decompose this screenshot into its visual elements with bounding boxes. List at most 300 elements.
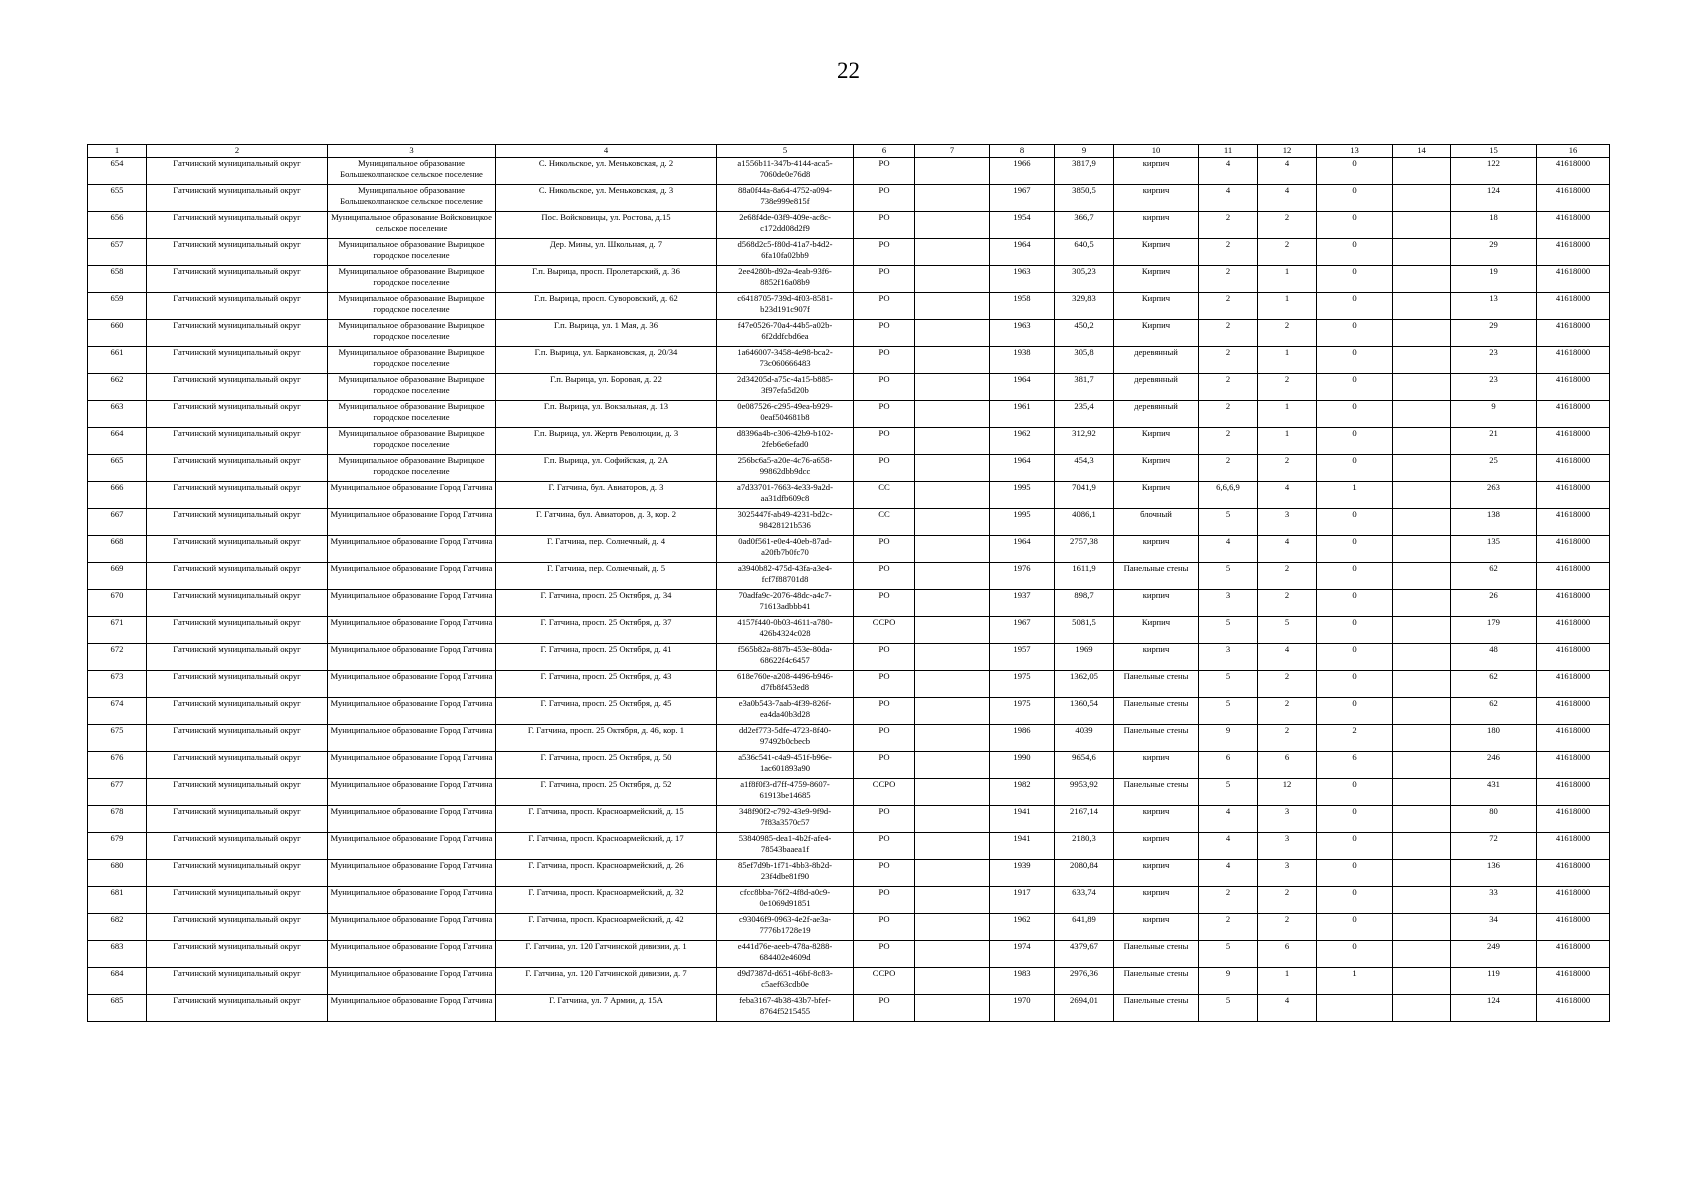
table-row (88, 266, 1610, 293)
table-cell: d568d2c5-f80d-41a7-b4d2-6fa10fa02bb9 (717, 239, 854, 266)
table-cell: 1 (1258, 968, 1317, 995)
table-cell: Гатчинский муниципальный округ (147, 212, 328, 239)
table-cell: 1964 (990, 455, 1055, 482)
table-cell: 659 (88, 293, 147, 320)
table-cell: 25 (1451, 455, 1537, 482)
table-cell: 1990 (990, 752, 1055, 779)
table-cell: 3 (1199, 644, 1258, 671)
table-cell: 450,2 (1055, 320, 1114, 347)
table-cell: РО (854, 266, 915, 293)
table-cell: Гатчинский муниципальный округ (147, 482, 328, 509)
table-cell: 0e087526-c295-49ea-b929-0eaf504681b8 (717, 401, 854, 428)
table-cell: 312,92 (1055, 428, 1114, 455)
table-cell: 0 (1317, 455, 1393, 482)
table-cell: 1976 (990, 563, 1055, 590)
table-cell: 7041,9 (1055, 482, 1114, 509)
table-cell: Гатчинский муниципальный округ (147, 374, 328, 401)
table-cell (915, 779, 990, 806)
table-cell: Г.п. Вырица, ул. Баркановская, д. 20/34 (496, 347, 717, 374)
table-cell: Муниципальное образование Вырицкое городское поселение (328, 455, 496, 482)
table-cell: Муниципальное образование Вырицкое городское поселение (328, 374, 496, 401)
table-cell: 1975 (990, 698, 1055, 725)
table-cell: Гатчинский муниципальный округ (147, 428, 328, 455)
table-cell: 41618000 (1537, 455, 1610, 482)
table-cell: 6,6,6,9 (1199, 482, 1258, 509)
table-cell: 3025447f-ab49-4231-bd2c-98428121b536 (717, 509, 854, 536)
table-cell: Г. Гатчина, просп. 25 Октября, д. 41 (496, 644, 717, 671)
table-cell (915, 887, 990, 914)
table-cell: 2 (1199, 914, 1258, 941)
table-row (88, 563, 1610, 590)
table-cell: РО (854, 671, 915, 698)
table-cell: Гатчинский муниципальный округ (147, 266, 328, 293)
column-header: 1 (88, 145, 147, 158)
table-cell: деревянный (1114, 374, 1199, 401)
table-cell: 136 (1451, 860, 1537, 887)
table-cell: деревянный (1114, 347, 1199, 374)
table-cell: 5 (1199, 941, 1258, 968)
column-header: 12 (1258, 145, 1317, 158)
table-cell: Г.п. Вырица, ул. Боровая, д. 22 (496, 374, 717, 401)
table-cell (915, 860, 990, 887)
table-cell: 4 (1258, 158, 1317, 185)
table-cell: 2 (1258, 590, 1317, 617)
table-cell: 5 (1199, 671, 1258, 698)
table-cell: 1974 (990, 941, 1055, 968)
column-header: 16 (1537, 145, 1610, 158)
table-cell (915, 833, 990, 860)
table-cell: a1556b11-347b-4144-aca5-7060de0e76d8 (717, 158, 854, 185)
table-cell: Муниципальное образование Вырицкое городское поселение (328, 347, 496, 374)
table-cell: 4 (1258, 185, 1317, 212)
table-cell: 0 (1317, 536, 1393, 563)
table-cell (915, 914, 990, 941)
table-cell: кирпич (1114, 185, 1199, 212)
table-cell (915, 185, 990, 212)
table-cell: 33 (1451, 887, 1537, 914)
table-cell: 329,83 (1055, 293, 1114, 320)
table-cell: Гатчинский муниципальный округ (147, 860, 328, 887)
table-cell: 1 (1258, 266, 1317, 293)
table-cell (1393, 887, 1451, 914)
table-cell: РО (854, 158, 915, 185)
table-cell (1393, 320, 1451, 347)
table-cell: 1957 (990, 644, 1055, 671)
table-cell (1393, 671, 1451, 698)
table-cell: 124 (1451, 185, 1537, 212)
table-cell: РО (854, 833, 915, 860)
table-cell: РО (854, 455, 915, 482)
table-cell: 5 (1199, 509, 1258, 536)
table-cell: 41618000 (1537, 293, 1610, 320)
table-cell: Муниципальное образование Город Гатчина (328, 941, 496, 968)
table-cell: 18 (1451, 212, 1537, 239)
table-cell: Г. Гатчина, просп. 25 Октября, д. 52 (496, 779, 717, 806)
table-cell: Г. Гатчина, просп. 25 Октября, д. 46, кор. 1 (496, 725, 717, 752)
table-cell: 4039 (1055, 725, 1114, 752)
column-header: 6 (854, 145, 915, 158)
table-row (88, 779, 1610, 806)
table-cell: 5 (1258, 617, 1317, 644)
table-cell: 1937 (990, 590, 1055, 617)
table-row (88, 590, 1610, 617)
table-cell: 249 (1451, 941, 1537, 968)
table-cell: 41618000 (1537, 725, 1610, 752)
table-cell: 41618000 (1537, 698, 1610, 725)
table-cell: 70adfa9c-2076-48dc-a4c7-71613adbbb41 (717, 590, 854, 617)
table-cell: 0 (1317, 779, 1393, 806)
table-cell (1393, 212, 1451, 239)
table-cell (1393, 374, 1451, 401)
table-cell: 898,7 (1055, 590, 1114, 617)
table-row (88, 482, 1610, 509)
table-cell (1393, 941, 1451, 968)
table-cell: 41618000 (1537, 536, 1610, 563)
table-row (88, 347, 1610, 374)
table-cell: Муниципальное образование Город Гатчина (328, 671, 496, 698)
column-header: 15 (1451, 145, 1537, 158)
table-cell: 256bc6a5-a20e-4c76-a658-99862dbb9dcc (717, 455, 854, 482)
table-cell: 640,5 (1055, 239, 1114, 266)
table-cell: 124 (1451, 995, 1537, 1022)
table-cell: 2757,38 (1055, 536, 1114, 563)
table-cell: 2 (1258, 374, 1317, 401)
table-cell (1393, 455, 1451, 482)
table-cell: Гатчинский муниципальный округ (147, 698, 328, 725)
table-cell: 657 (88, 239, 147, 266)
table-cell: 684 (88, 968, 147, 995)
table-row (88, 239, 1610, 266)
table-cell: 1917 (990, 887, 1055, 914)
table-cell: 122 (1451, 158, 1537, 185)
table-cell: 0 (1317, 644, 1393, 671)
table-cell (915, 725, 990, 752)
table-row (88, 428, 1610, 455)
table-cell: a536c541-c4a9-451f-b96e-1ac601893a90 (717, 752, 854, 779)
table-cell: 1961 (990, 401, 1055, 428)
table-cell: 0 (1317, 428, 1393, 455)
table-cell: Муниципальное образование Войсковицкое сельское поселение (328, 212, 496, 239)
table-cell: Г. Гатчина, просп. 25 Октября, д. 50 (496, 752, 717, 779)
table-cell: 41618000 (1537, 968, 1610, 995)
table-cell: 4 (1199, 833, 1258, 860)
table-cell: 41618000 (1537, 239, 1610, 266)
table-cell: 2 (1199, 212, 1258, 239)
table-cell (915, 374, 990, 401)
table-cell: 2 (1258, 563, 1317, 590)
table-cell: 2 (1199, 455, 1258, 482)
table-cell: 0 (1317, 914, 1393, 941)
table-cell: 656 (88, 212, 147, 239)
table-cell (915, 266, 990, 293)
table-cell: 305,23 (1055, 266, 1114, 293)
table-cell: Г. Гатчина, ул. 120 Гатчинской дивизии, д. 7 (496, 968, 717, 995)
table-cell: РО (854, 320, 915, 347)
table-cell: 0 (1317, 239, 1393, 266)
table-cell: 5 (1199, 698, 1258, 725)
table-cell: 1 (1317, 482, 1393, 509)
table-cell: Муниципальное образование Город Гатчина (328, 752, 496, 779)
table-cell: 0 (1317, 212, 1393, 239)
table-cell: РО (854, 401, 915, 428)
table-cell: Г. Гатчина, просп. Красноармейский, д. 15 (496, 806, 717, 833)
table-cell: 0 (1317, 698, 1393, 725)
table-cell (1393, 536, 1451, 563)
table-cell: 138 (1451, 509, 1537, 536)
table-cell: 683 (88, 941, 147, 968)
table-cell: 1941 (990, 806, 1055, 833)
table-cell: Пос. Войсковицы, ул. Ростова, д.15 (496, 212, 717, 239)
table-cell: 5 (1199, 779, 1258, 806)
table-cell: 2 (1258, 671, 1317, 698)
table-cell: РО (854, 698, 915, 725)
table-cell: Г. Гатчина, бул. Авиаторов, д. 3 (496, 482, 717, 509)
table-cell: Муниципальное образование Город Гатчина (328, 860, 496, 887)
table-cell: кирпич (1114, 644, 1199, 671)
column-header: 10 (1114, 145, 1199, 158)
table-cell: 0 (1317, 590, 1393, 617)
table-cell: 41618000 (1537, 860, 1610, 887)
table-cell (915, 401, 990, 428)
table-cell: 41618000 (1537, 428, 1610, 455)
table-cell: Г. Гатчина, пер. Солнечный, д. 4 (496, 536, 717, 563)
table-cell: 658 (88, 266, 147, 293)
table-cell: деревянный (1114, 401, 1199, 428)
table-row (88, 968, 1610, 995)
table-cell: 1995 (990, 482, 1055, 509)
table-cell: С. Никольское, ул. Меньковская, д. 2 (496, 158, 717, 185)
table-cell: 41618000 (1537, 185, 1610, 212)
table-row (88, 536, 1610, 563)
table-cell (915, 212, 990, 239)
table-cell: 179 (1451, 617, 1537, 644)
table-cell: Кирпич (1114, 617, 1199, 644)
table-cell: 0 (1317, 266, 1393, 293)
table-cell: Кирпич (1114, 320, 1199, 347)
table-cell: 41618000 (1537, 563, 1610, 590)
table-cell (915, 752, 990, 779)
table-cell: кирпич (1114, 590, 1199, 617)
table-cell: 21 (1451, 428, 1537, 455)
table-cell: a1f8f0f3-d7ff-4759-8607-61913be14685 (717, 779, 854, 806)
table-cell: 3 (1258, 509, 1317, 536)
table-cell (915, 995, 990, 1022)
table-cell: Г. Гатчина, просп. Красноармейский, д. 17 (496, 833, 717, 860)
table-cell: РО (854, 428, 915, 455)
table-cell: 2 (1258, 212, 1317, 239)
table-row (88, 860, 1610, 887)
table-cell: feba3167-4b38-43b7-bfef-8764f5215455 (717, 995, 854, 1022)
table-cell: 654 (88, 158, 147, 185)
table-cell: РО (854, 887, 915, 914)
table-cell: 667 (88, 509, 147, 536)
table-cell: 1962 (990, 914, 1055, 941)
table-cell: РО (854, 239, 915, 266)
table-cell (915, 482, 990, 509)
table-cell: f47e0526-70a4-44b5-a02b-6f2ddfcbd6ea (717, 320, 854, 347)
table-cell: Панельные стены (1114, 995, 1199, 1022)
table-cell: 9953,92 (1055, 779, 1114, 806)
table-cell: 4086,1 (1055, 509, 1114, 536)
table-row (88, 833, 1610, 860)
table-cell: РО (854, 752, 915, 779)
table-cell: 2 (1199, 293, 1258, 320)
table-cell (915, 455, 990, 482)
table-cell: 2ee4280b-d92a-4eab-93f6-8852f16a08b9 (717, 266, 854, 293)
table-body (88, 158, 1610, 1022)
table-cell: 2 (1199, 239, 1258, 266)
table-cell: 53840985-dea1-4b2f-afe4-78543baaea1f (717, 833, 854, 860)
table-cell: 2 (1317, 725, 1393, 752)
table-cell: 2 (1199, 887, 1258, 914)
table-cell: d9d7387d-d651-46bf-8c83-c5aef63cdb0e (717, 968, 854, 995)
table-cell: 4 (1199, 860, 1258, 887)
table-cell: 13 (1451, 293, 1537, 320)
table-cell: Г. Гатчина, просп. Красноармейский, д. 26 (496, 860, 717, 887)
column-header: 9 (1055, 145, 1114, 158)
table-cell: 305,8 (1055, 347, 1114, 374)
table-row (88, 752, 1610, 779)
table-cell (1393, 968, 1451, 995)
table-cell: 41618000 (1537, 158, 1610, 185)
table-cell (1393, 644, 1451, 671)
table-cell: 3850,5 (1055, 185, 1114, 212)
table-cell: 5 (1199, 617, 1258, 644)
table-cell (915, 428, 990, 455)
table-cell: СС (854, 509, 915, 536)
table-cell (1393, 617, 1451, 644)
table-cell: Гатчинский муниципальный округ (147, 995, 328, 1022)
table-cell: Гатчинский муниципальный округ (147, 779, 328, 806)
table-cell: Муниципальное образование Город Гатчина (328, 995, 496, 1022)
table-cell: 41618000 (1537, 779, 1610, 806)
table-cell: РО (854, 212, 915, 239)
page-number: 22 (837, 58, 860, 83)
table-cell: 3817,9 (1055, 158, 1114, 185)
table-cell: 1939 (990, 860, 1055, 887)
table-cell: Муниципальное образование Город Гатчина (328, 887, 496, 914)
table-cell: Г. Гатчина, просп. 25 Октября, д. 37 (496, 617, 717, 644)
table-cell: 1966 (990, 158, 1055, 185)
table-cell (1393, 266, 1451, 293)
table-row (88, 185, 1610, 212)
table-cell: 1360,54 (1055, 698, 1114, 725)
table-cell: 4 (1258, 995, 1317, 1022)
table-cell (915, 671, 990, 698)
table-cell: 48 (1451, 644, 1537, 671)
table-cell: Гатчинский муниципальный округ (147, 158, 328, 185)
table-cell: 2694,01 (1055, 995, 1114, 1022)
table-cell (1393, 563, 1451, 590)
table-cell: 0 (1317, 806, 1393, 833)
table-cell: 4 (1258, 644, 1317, 671)
table-cell: 1941 (990, 833, 1055, 860)
table-cell: 0 (1317, 185, 1393, 212)
table-cell (915, 941, 990, 968)
table-cell: 2167,14 (1055, 806, 1114, 833)
table-cell: 62 (1451, 698, 1537, 725)
table-cell: 3 (1199, 590, 1258, 617)
table-cell: Муниципальное образование Вырицкое городское поселение (328, 401, 496, 428)
table-cell: 680 (88, 860, 147, 887)
table-cell: Муниципальное образование Большеколпанское сельское поселение (328, 185, 496, 212)
table-cell: Дер. Мины, ул. Школьная, д. 7 (496, 239, 717, 266)
table-cell: кирпич (1114, 833, 1199, 860)
table-row (88, 941, 1610, 968)
table-cell: 4 (1258, 482, 1317, 509)
table-cell: Гатчинский муниципальный округ (147, 914, 328, 941)
table-cell: 0ad0f561-e0e4-40eb-87ad-a20fb7b0fc70 (717, 536, 854, 563)
table-cell: 655 (88, 185, 147, 212)
table-cell: Муниципальное образование Город Гатчина (328, 617, 496, 644)
table-cell: Гатчинский муниципальный округ (147, 455, 328, 482)
table-cell: Панельные стены (1114, 698, 1199, 725)
table-cell: 12 (1258, 779, 1317, 806)
table-cell: Гатчинский муниципальный округ (147, 806, 328, 833)
table-cell: Гатчинский муниципальный округ (147, 293, 328, 320)
table-cell (1393, 401, 1451, 428)
table-cell (1393, 995, 1451, 1022)
table-cell: 41618000 (1537, 887, 1610, 914)
table-cell: 180 (1451, 725, 1537, 752)
table-cell: 41618000 (1537, 347, 1610, 374)
table-cell: 0 (1317, 860, 1393, 887)
table-header-row (88, 145, 1610, 158)
table-cell: 1995 (990, 509, 1055, 536)
table-row (88, 455, 1610, 482)
table-row (88, 374, 1610, 401)
table-cell: 660 (88, 320, 147, 347)
table-cell: 9 (1451, 401, 1537, 428)
table-cell: Г. Гатчина, ул. 7 Армии, д. 15А (496, 995, 717, 1022)
table-cell: Кирпич (1114, 293, 1199, 320)
table-cell: Гатчинский муниципальный округ (147, 239, 328, 266)
table-cell: 1975 (990, 671, 1055, 698)
table-cell: РО (854, 725, 915, 752)
table-cell: 1 (1317, 968, 1393, 995)
table-cell: Гатчинский муниципальный округ (147, 401, 328, 428)
table-cell: ССРО (854, 779, 915, 806)
table-cell: cfcc8bba-76f2-4f8d-a0c9-0e1069d91851 (717, 887, 854, 914)
table-cell: 366,7 (1055, 212, 1114, 239)
table-cell: Муниципальное образование Вырицкое городское поселение (328, 239, 496, 266)
table-cell: Г. Гатчина, бул. Авиаторов, д. 3, кор. 2 (496, 509, 717, 536)
table-cell: Кирпич (1114, 239, 1199, 266)
table-cell (1393, 428, 1451, 455)
table-cell: 6 (1258, 941, 1317, 968)
table-cell: 1963 (990, 320, 1055, 347)
table-cell: Муниципальное образование Город Гатчина (328, 968, 496, 995)
table-cell: 1963 (990, 266, 1055, 293)
table-cell: 679 (88, 833, 147, 860)
registry-table (87, 144, 1610, 1022)
table-cell (1393, 185, 1451, 212)
table-cell: РО (854, 806, 915, 833)
table-cell: Муниципальное образование Вырицкое городское поселение (328, 266, 496, 293)
table-cell (1393, 914, 1451, 941)
table-cell: 1a646007-3458-4e98-bca2-73c060666483 (717, 347, 854, 374)
table-cell: 2 (1199, 428, 1258, 455)
table-cell: Гатчинский муниципальный округ (147, 590, 328, 617)
table-cell (915, 239, 990, 266)
table-cell (1393, 698, 1451, 725)
table-cell (915, 644, 990, 671)
table-cell: 675 (88, 725, 147, 752)
table-cell: 34 (1451, 914, 1537, 941)
column-header: 5 (717, 145, 854, 158)
table-row (88, 671, 1610, 698)
table-cell: dd2ef773-5dfe-4723-8f40-97492b0cbecb (717, 725, 854, 752)
